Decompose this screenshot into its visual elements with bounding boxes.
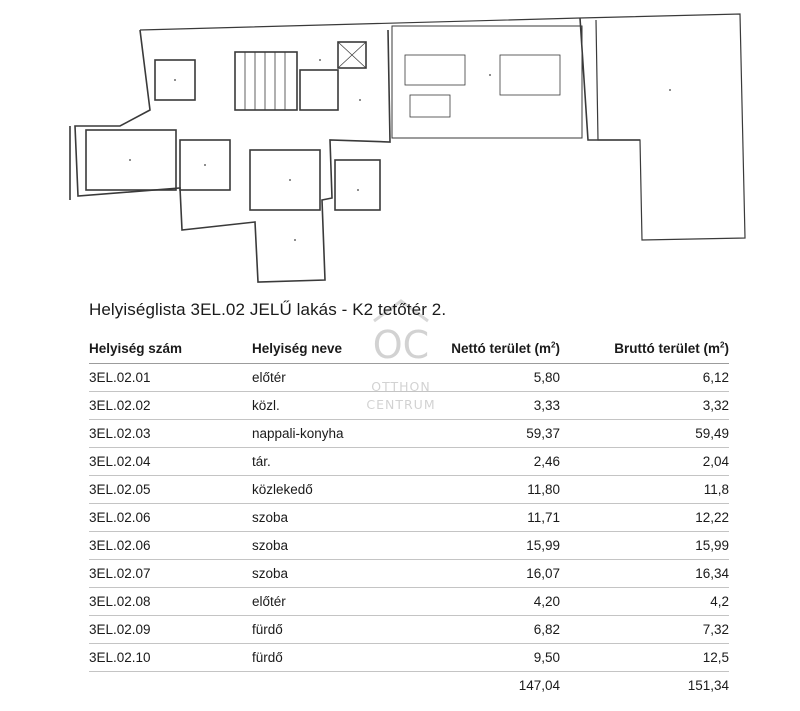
cell-net-area: 6,82	[533, 622, 560, 637]
cell-room-no: 3EL.02.03	[89, 426, 151, 441]
cell-gross-area: 11,8	[703, 482, 729, 497]
cell-room-no: 3EL.02.04	[89, 454, 151, 469]
cell-room-no: 3EL.02.07	[89, 566, 151, 581]
watermark-line1: OTTHON	[371, 379, 431, 394]
header-room-name: Helyiség neve	[252, 340, 343, 356]
table-header	[89, 333, 729, 364]
cell-net-area: 11,71	[527, 510, 560, 525]
total-gross-area: 151,34	[687, 678, 729, 693]
cell-room-no: 3EL.02.05	[89, 482, 151, 497]
cell-gross-area: 59,49	[695, 426, 729, 441]
total-net-area: 147,04	[518, 678, 560, 693]
cell-room-name: szoba	[252, 538, 289, 553]
table-row	[89, 616, 729, 644]
table-totals	[89, 672, 729, 699]
cell-gross-area: 12,5	[702, 650, 729, 665]
watermark-mark: OC	[372, 323, 430, 367]
cell-room-no: 3EL.02.08	[89, 594, 151, 609]
room-list-title: Helyiséglista 3EL.02 JELŰ lakás - K2 tetőtér 2.	[89, 300, 447, 319]
cell-net-area: 9,50	[533, 650, 560, 665]
cell-room-no: 3EL.02.02	[89, 398, 151, 413]
cell-room-no: 3EL.02.01	[89, 370, 151, 385]
table-row	[89, 532, 729, 560]
cell-net-area: 11,80	[527, 482, 560, 497]
cell-gross-area: 12,22	[695, 510, 729, 525]
table-row	[89, 392, 729, 420]
cell-net-area: 5,80	[533, 370, 560, 385]
table-row	[89, 644, 729, 672]
cell-net-area: 3,33	[533, 398, 560, 413]
table-row	[89, 476, 729, 504]
cell-room-name: fürdő	[252, 650, 283, 665]
cell-room-name: előtér	[252, 594, 286, 609]
cell-room-name: tár.	[252, 454, 271, 469]
cell-gross-area: 7,32	[702, 622, 729, 637]
cell-room-name: nappali-konyha	[252, 426, 344, 441]
cell-room-no: 3EL.02.06	[89, 510, 151, 525]
cell-room-name: szoba	[252, 510, 289, 525]
cell-room-no: 3EL.02.06	[89, 538, 151, 553]
cell-gross-area: 6,12	[702, 370, 729, 385]
cell-net-area: 59,37	[526, 426, 560, 441]
cell-gross-area: 16,34	[695, 566, 729, 581]
floor-plan-drawing	[0, 0, 800, 290]
cell-net-area: 15,99	[526, 538, 560, 553]
cell-room-name: szoba	[252, 566, 289, 581]
cell-room-name: közlekedő	[252, 482, 313, 497]
cell-net-area: 4,20	[533, 594, 560, 609]
cell-net-area: 2,46	[533, 454, 560, 469]
cell-room-no: 3EL.02.09	[89, 622, 151, 637]
table-row	[89, 504, 729, 532]
table-row	[89, 560, 729, 588]
cell-room-name: közl.	[252, 398, 280, 413]
table-row	[89, 364, 729, 392]
header-gross-area: Bruttó terület $(m^2)$	[614, 340, 729, 356]
table-row	[89, 448, 729, 476]
header-net-area: Nettó terület $(m^2)$	[451, 340, 560, 356]
cell-room-name: fürdő	[252, 622, 283, 637]
cell-gross-area: 3,32	[702, 398, 729, 413]
cell-net-area: 16,07	[526, 566, 560, 581]
watermark-line2: CENTRUM	[366, 397, 436, 412]
table-row	[89, 420, 729, 448]
room-table	[89, 333, 729, 699]
table-row	[89, 588, 729, 616]
header-room-no: Helyiség szám	[89, 340, 183, 356]
cell-gross-area: 2,04	[702, 454, 729, 469]
cell-room-name: előtér	[252, 370, 286, 385]
cell-gross-area: 15,99	[695, 538, 729, 553]
cell-room-no: 3EL.02.10	[89, 650, 151, 665]
cell-gross-area: 4,2	[710, 594, 729, 609]
floor-plan	[0, 0, 800, 290]
